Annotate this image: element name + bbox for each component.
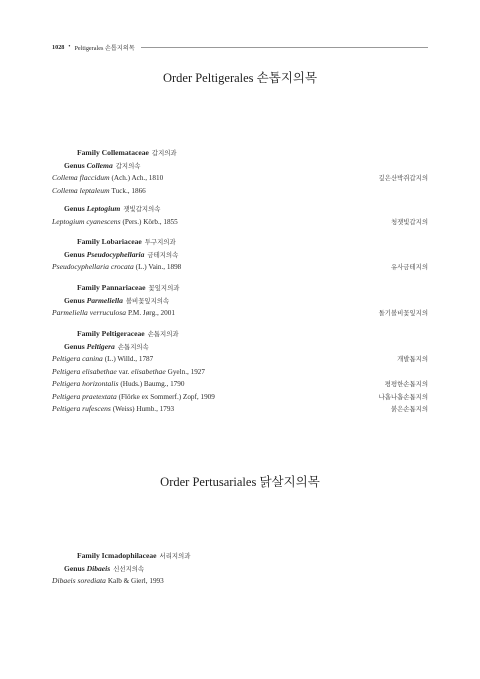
genus-heading: Genus Peltigera 손톱지의속 [64,341,149,351]
genus-heading: Genus Leptogium 잿빛갑지의속 [64,204,161,213]
korean-name: 붉은손톱지의 [390,405,428,413]
genus-heading: Genus Dibaeis 신선지의속 [64,563,145,573]
korean-name: 깊은산박쥐갑지의 [378,174,428,182]
species-entry: Peltigera elisabethae var. elisabethae Gyeln., 1927 [52,366,205,376]
page-number: 1028 [52,43,65,51]
family-heading: Family Peltigeraceae 손톱지의과 [77,329,179,338]
korean-name: 돌기볼비꽃잎지의 [378,309,428,317]
korean-name: 개발톱지의 [397,355,428,363]
species-entry: Peltigera praetextata (Flörke ex Sommerf.) Zopf, 1909 나흡나흡손톱지의 [52,391,428,404]
header-rule [141,47,428,48]
order-title: Order Peltigerales 손톱지의목 [162,71,318,85]
header-bullet: • [68,44,71,50]
running-title: Peltigerales 손톱지의목 [74,44,135,52]
family-block-collemataceae [52,147,428,197]
running-header [52,42,428,52]
family-block-pannariaceae [52,282,428,320]
family-block-peltigeraceae [52,328,428,416]
species-entry: Collema flaccidum (Ach.) Ach., 1810 깊은산박쥐갑지의 [52,172,428,185]
species-entry: Pseudocyphellaria crocata (L.) Vain., 1898 유사금테지의 [52,261,428,274]
family-block-icmadophilaceae [52,550,428,588]
species-entry: Parmeliella verruculosa P.M. Jørg., 2001 돌기볼비꽃잎지의 [52,307,428,320]
species-entry: Collema leptaleum Tuck., 1866 [52,185,146,195]
genus-heading: Genus Parmeliella 볼비꽃잎지의속 [64,295,170,305]
genus-heading: Genus Collema 갑지의속 [64,160,141,170]
species-entry: Peltigera rufescens (Weiss) Humb., 1793 붉은손톱지의 [52,403,428,416]
korean-name: 청잿빛갑지의 [390,217,428,226]
species-entry: Dibaeis sorediata Kalb & Gierl, 1993 [52,576,164,585]
order-title: Order Pertusariales 닭살지의목 [160,475,320,489]
family-heading: Family Icmadophilaceae 서리지의과 [77,551,191,560]
family-heading: Family Lobariaceae 투구지의과 [77,237,176,246]
korean-name: 유사금테지의 [390,263,428,271]
genus-block-leptogium [52,203,428,228]
family-heading: Family Collemataceae 갑지의과 [77,148,177,157]
species-entry: Leptogium cyanescens (Pers.) Körb., 1855 청잿빛갑지의 [52,216,428,229]
species-entry: Peltigera horizontalis (Huds.) Baumg., 1790 평평한손톱지의 [52,378,428,391]
family-block-lobariaceae [52,236,428,274]
species-entry: Peltigera canina (L.) Willd., 1787 개발톱지의 [52,353,428,366]
family-heading: Family Pannariaceae 꽃잎지의과 [77,283,180,292]
korean-name: 나흡나흡손톱지의 [378,392,428,401]
genus-heading: Genus Pseudocyphellaria 금테지의속 [64,249,179,259]
korean-name: 평평한손톱지의 [384,380,428,388]
